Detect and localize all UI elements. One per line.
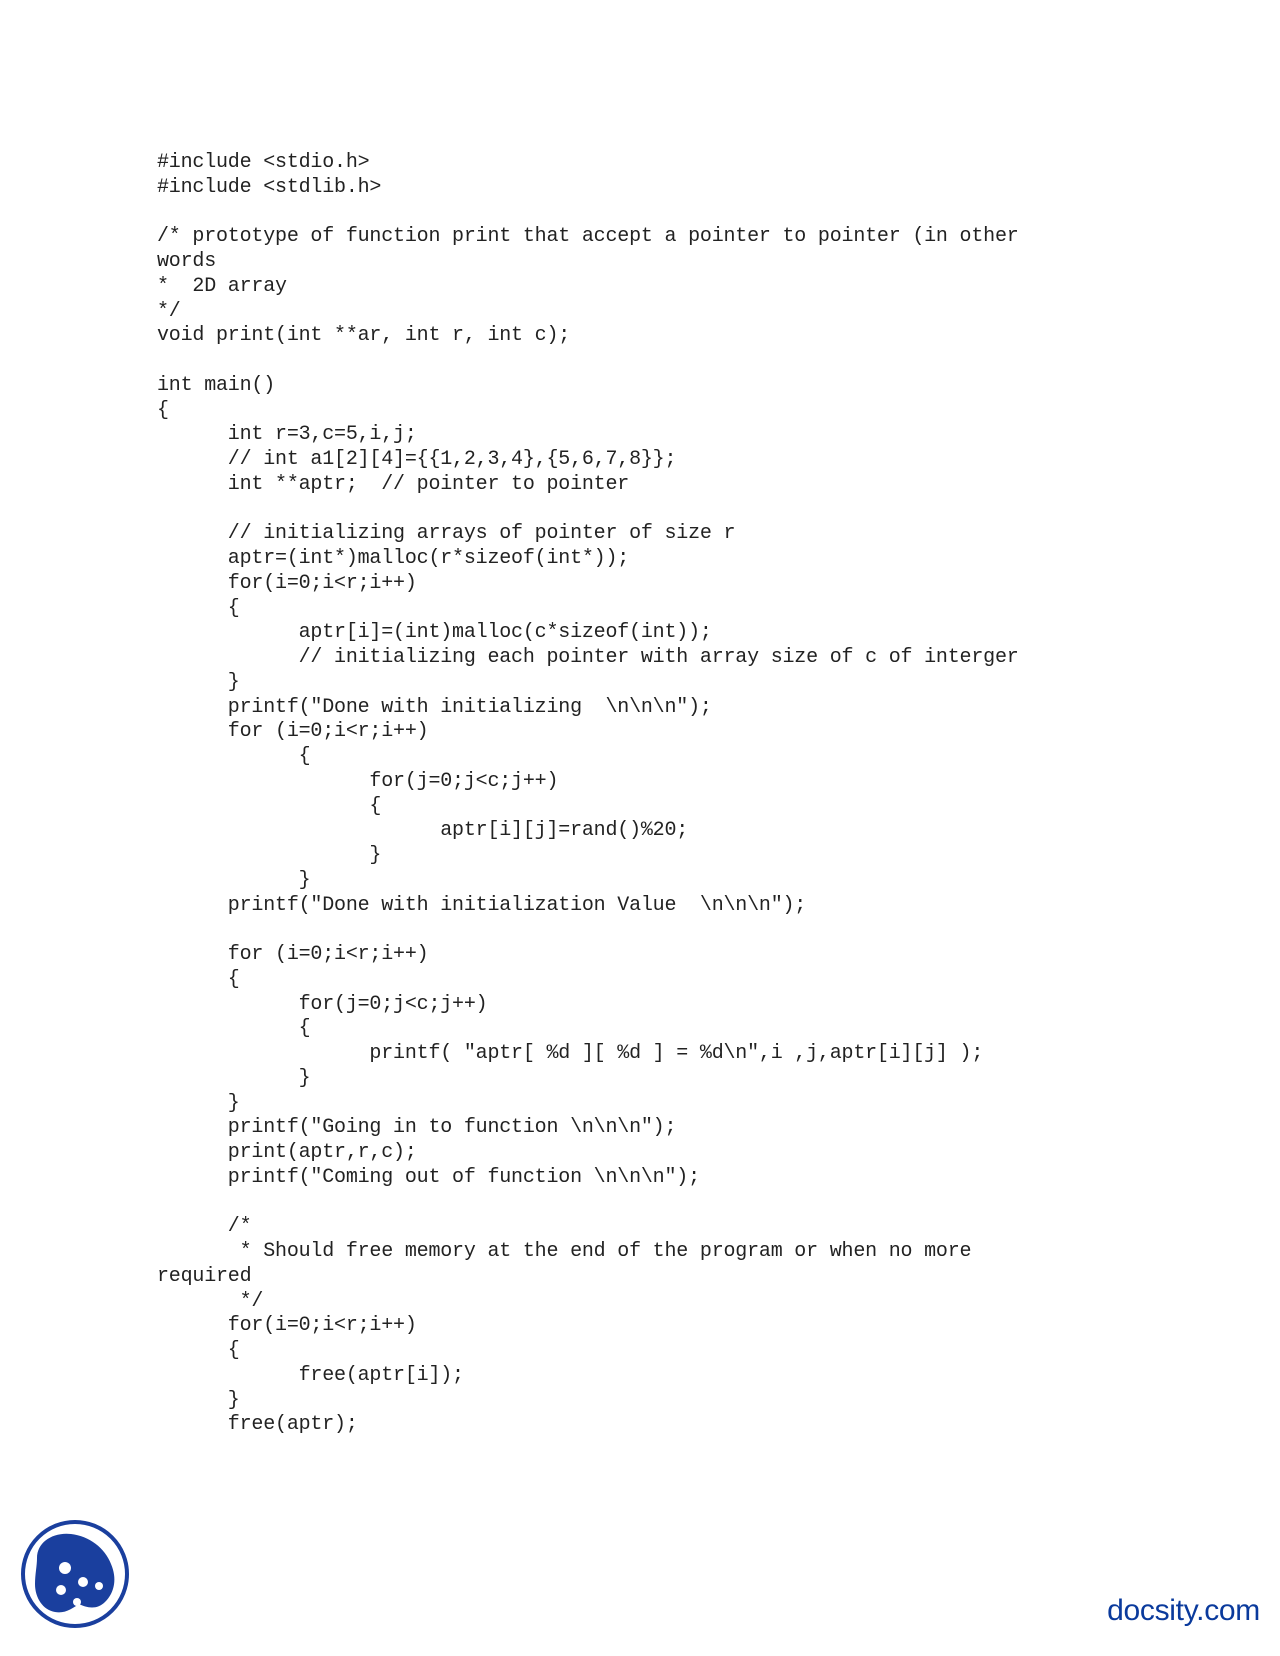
code-line: } bbox=[157, 1091, 240, 1115]
code-line bbox=[157, 1191, 1019, 1216]
code-line: for (i=0;i<r;i++) bbox=[157, 943, 429, 966]
code-line: printf( "aptr[ %d ][ %d ] = %d\n",i ,j,aptr[i][j] ); bbox=[157, 1042, 984, 1065]
code-line: for(j=0;j<c;j++) bbox=[157, 992, 488, 1016]
code-line: * Should free memory at the end of the program or when no more bbox=[157, 1240, 972, 1263]
code-line: */ bbox=[157, 1289, 264, 1313]
code-line: } bbox=[157, 868, 311, 892]
code-line: printf("Done with initialization Value \n\n\n"); bbox=[157, 893, 807, 917]
code-line: */ bbox=[157, 299, 181, 323]
code-line bbox=[157, 498, 1019, 523]
code-line: } bbox=[157, 1066, 311, 1090]
code-line: } bbox=[157, 1388, 240, 1412]
code-line: for (i=0;i<r;i++) bbox=[157, 720, 429, 744]
code-line: int r=3,c=5,i,j; bbox=[157, 423, 417, 447]
code-line: aptr=(int*)malloc(r*sizeof(int*)); bbox=[157, 547, 630, 570]
code-line: } bbox=[157, 844, 382, 867]
code-line bbox=[157, 201, 1019, 226]
code-line bbox=[157, 918, 1019, 943]
code-line: for(j=0;j<c;j++) bbox=[157, 769, 559, 793]
code-line: { bbox=[157, 398, 169, 422]
code-line: // initializing arrays of pointer of size r bbox=[157, 522, 736, 546]
code-listing bbox=[157, 151, 1019, 1438]
code-line: // initializing each pointer with array size of c of interger bbox=[157, 646, 1019, 669]
code-line: { bbox=[157, 1017, 311, 1041]
code-line: { bbox=[157, 745, 311, 768]
code-line: /* prototype of function print that accept a pointer to pointer (in other bbox=[157, 225, 1019, 249]
code-line: printf("Done with initializing \n\n\n"); bbox=[157, 695, 712, 719]
code-line: /* bbox=[157, 1215, 252, 1239]
code-line: words bbox=[157, 250, 217, 273]
code-line: } bbox=[157, 670, 240, 694]
brand-name: docsity.com bbox=[1107, 1594, 1260, 1627]
code-line: { bbox=[157, 1339, 240, 1362]
code-line: for(i=0;i<r;i++) bbox=[157, 1314, 417, 1338]
code-line: { bbox=[157, 967, 240, 991]
code-line: print(aptr,r,c); bbox=[157, 1141, 417, 1164]
code-line: free(aptr[i]); bbox=[157, 1363, 464, 1387]
docsity-logo-icon bbox=[19, 1518, 131, 1630]
code-line: aptr[i][j]=rand()%20; bbox=[157, 819, 689, 843]
code-line: #include <stdio.h> bbox=[157, 151, 370, 174]
code-line: #include <stdlib.h> bbox=[157, 175, 382, 199]
code-line: free(aptr); bbox=[157, 1413, 358, 1437]
code-line: for(i=0;i<r;i++) bbox=[157, 571, 417, 595]
code-line bbox=[157, 349, 1019, 374]
code-line: printf("Coming out of function \n\n\n"); bbox=[157, 1165, 700, 1189]
code-line: int **aptr; // pointer to pointer bbox=[157, 472, 630, 496]
code-line: printf("Going in to function \n\n\n"); bbox=[157, 1116, 677, 1140]
code-line: * 2D array bbox=[157, 274, 287, 298]
code-line: { bbox=[157, 596, 240, 620]
code-line: aptr[i]=(int)malloc(c*sizeof(int)); bbox=[157, 621, 712, 645]
code-line: int main() bbox=[157, 373, 276, 397]
code-line: { bbox=[157, 794, 382, 818]
code-line: required bbox=[157, 1264, 252, 1288]
code-line: // int a1[2][4]={{1,2,3,4},{5,6,7,8}}; bbox=[157, 448, 677, 471]
code-line: void print(int **ar, int r, int c); bbox=[157, 324, 571, 348]
